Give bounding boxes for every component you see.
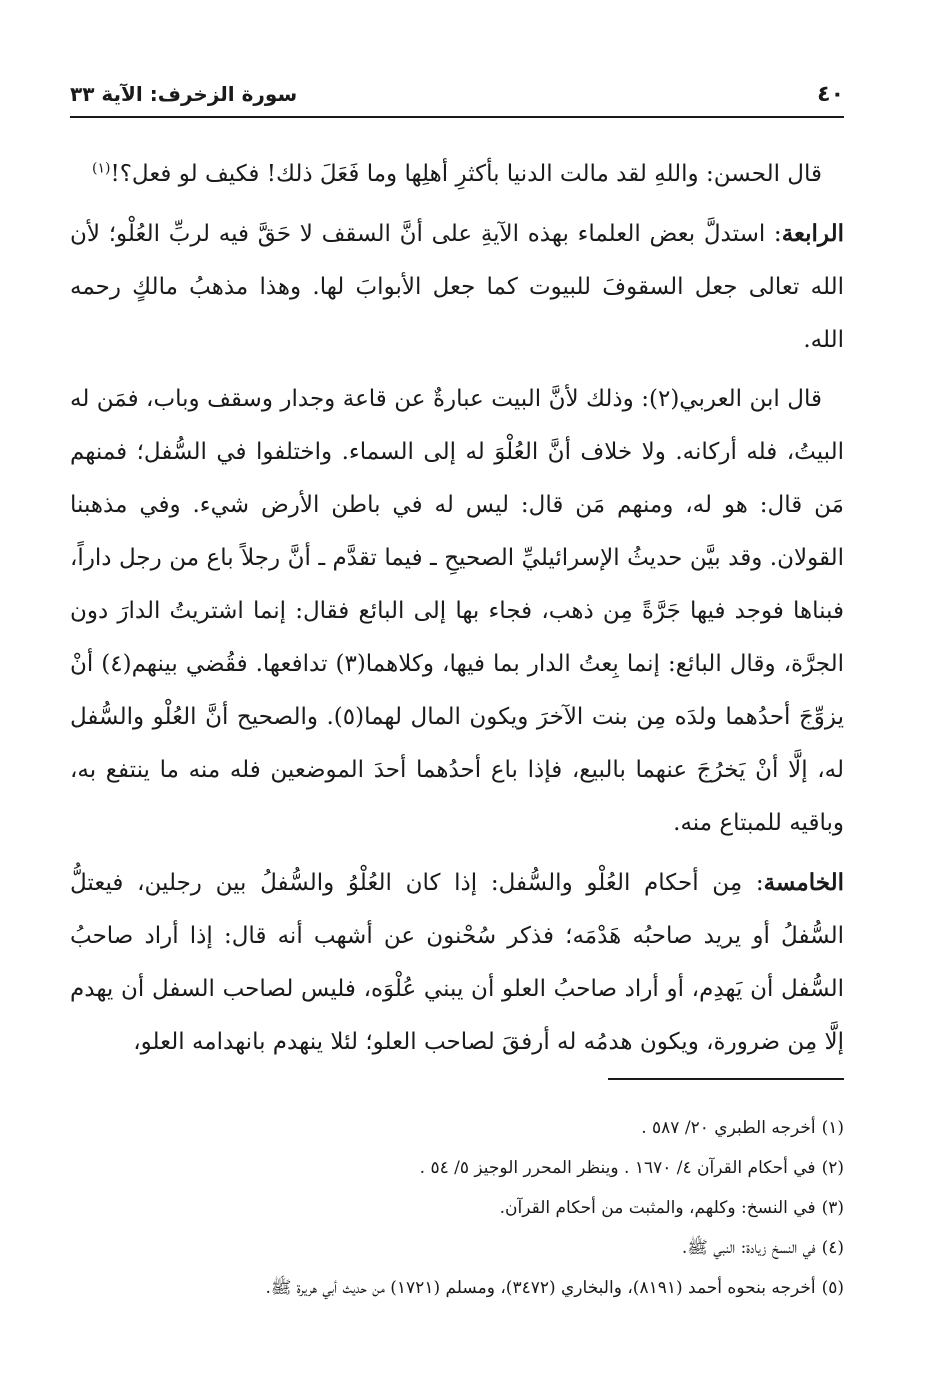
footnote-text: أخرجه الطبري ٢٠/ ٥٨٧ .	[641, 1118, 816, 1138]
page-number: ٤٠	[817, 82, 844, 107]
footnote-number: (٤)	[821, 1238, 844, 1258]
paragraph	[70, 856, 844, 1069]
footnote	[70, 1108, 844, 1148]
section-lead: الرابعة	[781, 220, 844, 247]
paragraph	[70, 207, 844, 367]
footnote-number: (٢)	[821, 1158, 844, 1178]
paragraph-text: : استدلَّ بعض العلماء بهذه الآيةِ على أنَّ السقف لا حَقَّ فيه لربِّ العُلْو؛ لأن الله تعالى جعل السقوفَ للبيوت كما جعل الأبوابَ لها. وهذا مذهبُ مالكٍ رحمه الله.	[70, 221, 844, 353]
footnote	[70, 1148, 844, 1188]
paragraph-text: : مِن أحكام العُلْو والسُّفل: إذا كان العُلْوُ والسُّفلُ بين رجلين، فيعتلُّ السُّفلُ أو يريد صاحبُه هَدْمَه؛ فذكر سُحْنون عن أشهب أنه قال: إذا أراد صاحبُ السُّفل أن يَهدِم، أو أراد صاحبُ العلو أن يبني عُلْوَه، فليس لصاحب السفل أن يهدم إلَّا مِن ضرورة، ويكون هدمُه له أرفقَ لصاحب العلو؛ لئلا ينهدم بانهدامه العلو،	[70, 870, 844, 1055]
footnote-divider	[608, 1078, 844, 1080]
paragraph	[70, 148, 844, 201]
paragraph-text: قال الحسن: واللهِ لقد مالت الدنيا بأكثرِ أهلِها وما فَعَلَ ذلك! فكيف لو فعل؟!	[110, 161, 822, 187]
page-header	[70, 80, 844, 118]
footnote	[70, 1268, 844, 1308]
footnote-text: أخرجه بنحوه أحمد (٨١٩١)، والبخاري (٣٤٧٢)، ومسلم (١٧٢١) من حديث أبي هريرة ﷺ.	[265, 1278, 816, 1298]
paragraph-text: قال ابن العربي(٢): وذلك لأنَّ البيت عبارةٌ عن قاعة وجدار وسقف وباب، فمَن له البيتُ، فله أركانه. ولا خلاف أنَّ العُلْوَ له إلى السماء. واختلفوا في السُّفل؛ فمنهم مَن قال: هو له، ومنهم مَن قال: ليس له في باطن الأرض شيء. وفي مذهبنا القولان. وقد بيَّن حديثُ الإسرائيليِّ الصحيحِ ـ فيما تقدَّم ـ أنَّ رجلاً باع من رجل داراً، فبناها فوجد فيها جَرَّةً مِن ذهب، فجاء بها إلى البائع فقال: إنما اشتريتُ الدارَ دون الجرَّة، وقال البائع: إنما بِعتُ الدار بما فيها، وكلاهما(٣) تدافعها. فقُضي بينهم(٤) أنْ يزوِّجَ أحدُهما ولدَه مِن بنت الآخرَ ويكون المال لهما(٥). والصحيح أنَّ العُلْو والسُّفل له، إلَّا أنْ يَخرُجَ عنهما بالبيع، فإذا باع أحدُهما أحدَ الموضعين فله منه ما ينتفع به، وباقيه للمبتاع منه.	[70, 386, 845, 836]
footnote-text: في النسخ: وكلهم، والمثبت من أحكام القرآن.	[499, 1198, 816, 1218]
footnote-text: في النسخ زيادة: النبي ﷺ.	[681, 1238, 816, 1258]
footnote	[70, 1228, 844, 1268]
running-title: سورة الزخرف: الآية ٣٣	[70, 82, 298, 106]
footnote-number: (٥)	[821, 1278, 844, 1298]
footnote-ref: (١)	[92, 160, 111, 177]
footnote	[70, 1188, 844, 1228]
footnote-number: (١)	[821, 1118, 844, 1138]
footnote-number: (٣)	[821, 1198, 844, 1218]
footnotes	[70, 1108, 844, 1308]
body-text	[70, 148, 844, 1069]
section-lead: الخامسة	[763, 869, 844, 896]
paragraph	[70, 373, 844, 850]
footnote-text: في أحكام القرآن ٤/ ١٦٧٠ . وينظر المحرر الوجيز ٥/ ٥٤ .	[419, 1158, 816, 1178]
